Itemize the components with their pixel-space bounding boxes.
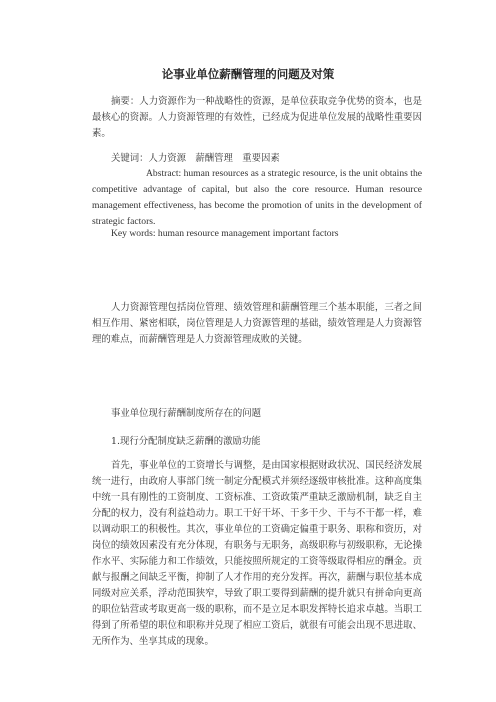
subsection-heading-text: 1.现行分配制度缺乏薪酬的激励功能 [111, 436, 261, 447]
body-paragraph-text: 首先，事业单位的工资增长与调整，是由国家根据财政状况、国民经济发展统一进行，由政府人事部门统一制定分配模式并须经逐级审核批准。这种高度集中统一具有刚性的工资制度、工资标准、工资政策严重缺乏激励机制，缺乏自主分配的权力，没有利益趋动力。职工干好干坏、干多干少、干与不干都一样，难以调动职工的积极性。其次，事业单位的工资确定偏重于职务、职称和资历，对岗位的绩效因素没有充分体现，有职务与无职务，高级职称与初级职称，无论操作水平、实际能力和工作绩效，只能按照所规定的工资等级取得相应的酬金。贡献与报酬之间缺乏平衡，抑制了人才作用的充分发挥。再次，薪酬与职位基本成同级对应关系，浮动范围狭窄，导致了职工要得到薪酬的提升就只有拼命向更高的职位钻营或考取更高一级的职称，而不是立足本职发挥特长追求卓越。当职工得到了所希望的职位和职称并兑现了相应工资后，就很有可能会出现不思进取、无所作为、坐享其成的现象。 [92, 460, 422, 647]
abstract-en-text: Abstract: human resources as a strategic resource, is the unit obtains the competitive advantage of capital, but also the core resource. Human resource management effectiveness, has become the promotion of units in the development of strategic factors. [92, 168, 422, 227]
document-title: 论事业单位薪酬管理的问题及对策 [161, 67, 335, 81]
keywords-cn-text: 关键词：人力资源 薪酬管理 重要因素 [111, 153, 280, 164]
body-paragraph [92, 458, 422, 650]
keywords-cn [92, 151, 422, 167]
intro-paragraph [92, 300, 422, 348]
abstract-cn [92, 94, 422, 142]
section-heading [92, 406, 422, 422]
keywords-en [92, 226, 422, 242]
intro-text: 人力资源管理包括岗位管理、绩效管理和薪酬管理三个基本职能，三者之间相互作用、紧密相联，岗位管理是人力资源管理的基础，绩效管理是人力资源管理的难点，而薪酬管理是人力资源管理成败的关键。 [92, 302, 422, 345]
abstract-en [92, 166, 422, 230]
keywords-en-text: Key words: human resource management important factors [111, 228, 339, 239]
section-heading-text: 事业单位现行薪酬制度所存在的问题 [111, 408, 262, 419]
subsection-heading [92, 434, 422, 450]
abstract-cn-text: 摘要：人力资源作为一种战略性的资源，是单位获取竞争优势的资本，也是最核心的资源。人力资源管理的有效性，已经成为促进单位发展的战略性重要因素。 [92, 96, 422, 139]
